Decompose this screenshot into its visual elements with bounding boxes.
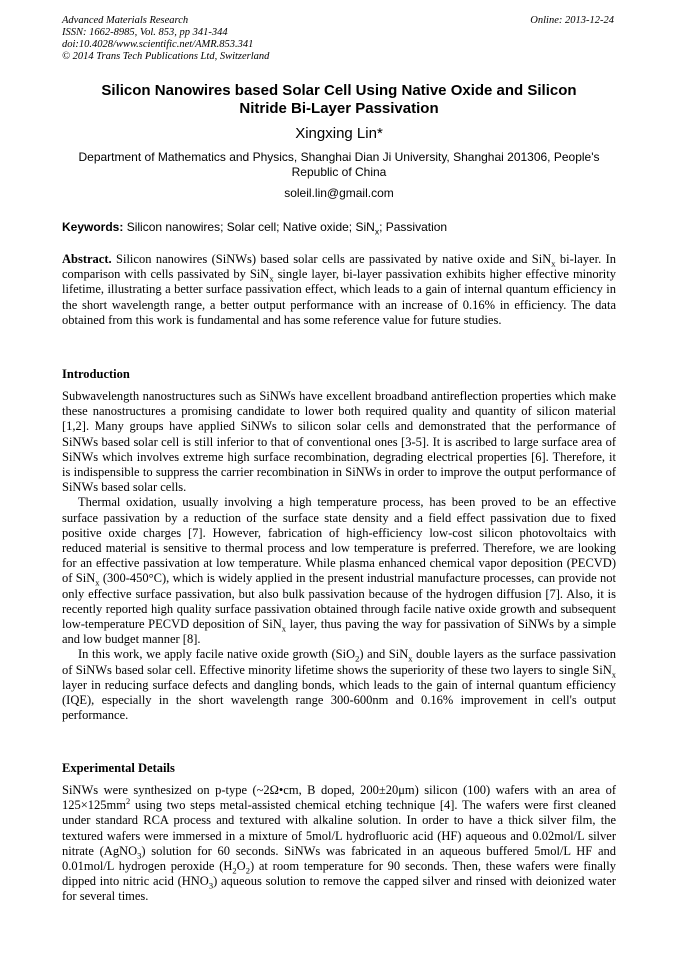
exp-text-f: ) aqueous solution to remove the capped silver and rinsed with deionized water for several times. <box>62 874 616 904</box>
sub-x: x <box>611 669 616 680</box>
abstract-text-1: Silicon nanowires (SiNWs) based solar cells are passivated by native oxide and SiN <box>116 252 552 266</box>
keywords-label: Keywords: <box>62 220 124 234</box>
journal-name: Advanced Materials Research <box>62 15 189 26</box>
affiliation-line-1: Department of Mathematics and Physics, Shanghai Dian Ji University, Shanghai 201306, People's <box>78 150 600 164</box>
sub-2: 2 <box>245 865 250 876</box>
paper-title <box>62 82 616 118</box>
exp-text-d: O <box>236 859 246 874</box>
exp-text-b: using two steps metal-assisted chemical etching technique [4]. The wafers were first cleaned under standard RCA process and textured with alkaline solution. In order to have a thick silver film, the textured wafers were immersed in a mixture of 5mol/L hydrofluoric acid (HF) aqueous and 0.02mol/L silver nitrate (AgNO <box>62 798 617 858</box>
abstract-label: Abstract. <box>62 252 112 266</box>
doi: doi:10.4028/www.scientific.net/AMR.853.341 <box>62 39 254 50</box>
abstract-text-2: bi-layer. In comparison with cells passivated by SiN <box>62 252 616 282</box>
keywords-sub: x <box>374 226 380 237</box>
intro-p2-c: layer, thus paving the way for passivation of SiNWs by a simple and low budget manner [8]. <box>62 617 616 647</box>
experimental-body <box>62 783 616 905</box>
sub-3: 3 <box>137 850 142 861</box>
exp-text-e: ) at room temperature for 90 seconds. Then, these wafers were finally dipped into nitric acid (HNO <box>62 859 616 889</box>
intro-p2-b: (300-450°C), which is widely applied in the present industrial manufacture processes, can provide not only effective surface passivation, but also bulk passivation because of the hydrogen diffusion [7]. Also, it is recently reported high quality surface passivation obtained through facile native oxide growth and subsequent low-temperature PECVD deposition of SiN <box>62 571 617 632</box>
copyright: © 2014 Trans Tech Publications Ltd, Switzerland <box>62 51 270 62</box>
intro-paragraph-1: Subwavelength nanostructures such as SiNWs have excellent broadband antireflection properties which make these nanostructures a promising candidate to lower both required quality and quantity of silicon material [1,2]. Many groups have applied SiNWs to silicon solar cells and demonstrated that the performance of SiNWs based solar cell is still inferior to that of conventional ones [3-5]. It is ascribed to large surface area of SiNWs which involves extreme high surface recombination, degrading electrical properties [6]. Therefore, it is indispensible to suppress the carrier recombination in SiNWs in order to improve the output performance of SiNWs based solar cells. <box>62 389 616 495</box>
sub-x: x <box>269 273 274 284</box>
journal-info <box>62 15 269 63</box>
sub-x: x <box>281 623 287 634</box>
exp-text-a: SiNWs were synthesized on p-type (~2Ω•cm, B doped, 200±20μm) silicon (100) wafers with an area of 125×125mm <box>62 783 616 813</box>
author: Xingxing Lin* <box>295 125 383 142</box>
experimental-heading: Experimental Details <box>62 761 175 775</box>
sub-x: x <box>95 577 100 588</box>
intro-paragraph-2 <box>62 495 616 647</box>
title-line-1: Silicon Nanowires based Solar Cell Using Native Oxide and Silicon <box>101 82 577 99</box>
affiliation <box>62 150 616 180</box>
introduction-heading: Introduction <box>62 367 130 381</box>
intro-p2-a: Thermal oxidation, usually involving a high temperature process, has been proved to be an effective surface passivation by a reduction of the surface state density and a field effect passivation due to fixed positive oxide charges [7]. However, fabrication of high-efficiency low-cost silicon photovoltaics with reduced material is sensitive to thermal process and low temperature is preferred. Therefore, we are looking for an effective passivation at low temperature. While plasma enhanced chemical vapor deposition (PECVD) of SiN <box>62 495 616 586</box>
abstract <box>62 252 616 328</box>
affiliation-line-2: Republic of China <box>291 165 387 179</box>
sub-3: 3 <box>208 880 214 891</box>
intro-p3-b: ) and SiN <box>359 647 409 662</box>
sub-2: 2 <box>232 865 237 876</box>
exp-text-c: ) solution for 60 seconds. SiNWs was fabricated in an aqueous buffered 5mol/L HF and 0.01mol/L hydrogen peroxide (H <box>62 843 617 874</box>
sup-2: 2 <box>126 796 131 807</box>
sub-x: x <box>408 653 413 664</box>
introduction-body <box>62 389 616 723</box>
abstract-text-3: single layer, bi-layer passivation exhibits higher effective minority lifetime, illustrating a better surface passivation effect, which leads to a gain of internal quantum efficiency in the short wavelength range, a better output performance with an increase of 0.16% in efficiency. The data obtained from this work is fundamental and has some reference value for future studies. <box>62 267 616 327</box>
intro-p3-a: In this work, we apply facile native oxide growth (SiO <box>78 647 356 662</box>
keywords-text-a: Silicon nanowires; Solar cell; Native oxide; SiN <box>126 220 375 234</box>
intro-p3-d: layer in reducing surface defects and dangling bonds, which leads to the gain of internal quantum efficiency (IQE), especially in the short wavelength range 300-600nm and 0.16% improvement in cell's output performance. <box>62 677 616 723</box>
sub-x: x <box>551 258 556 269</box>
online-date: Online: 2013-12-24 <box>530 15 614 26</box>
intro-p3-c: double layers as the surface passivation of SiNWs based solar cell. Effective minority lifetime shows the superiority of these two layers to single SiN <box>62 647 617 677</box>
keywords <box>62 220 616 237</box>
sub-2: 2 <box>355 653 360 664</box>
author-email: soleil.lin@gmail.com <box>284 186 394 200</box>
issn: ISSN: 1662-8985, Vol. 853, pp 341-344 <box>62 27 228 38</box>
title-line-2: Nitride Bi-Layer Passivation <box>239 100 439 117</box>
intro-paragraph-3 <box>62 647 616 723</box>
keywords-text-b: ; Passivation <box>379 220 448 234</box>
